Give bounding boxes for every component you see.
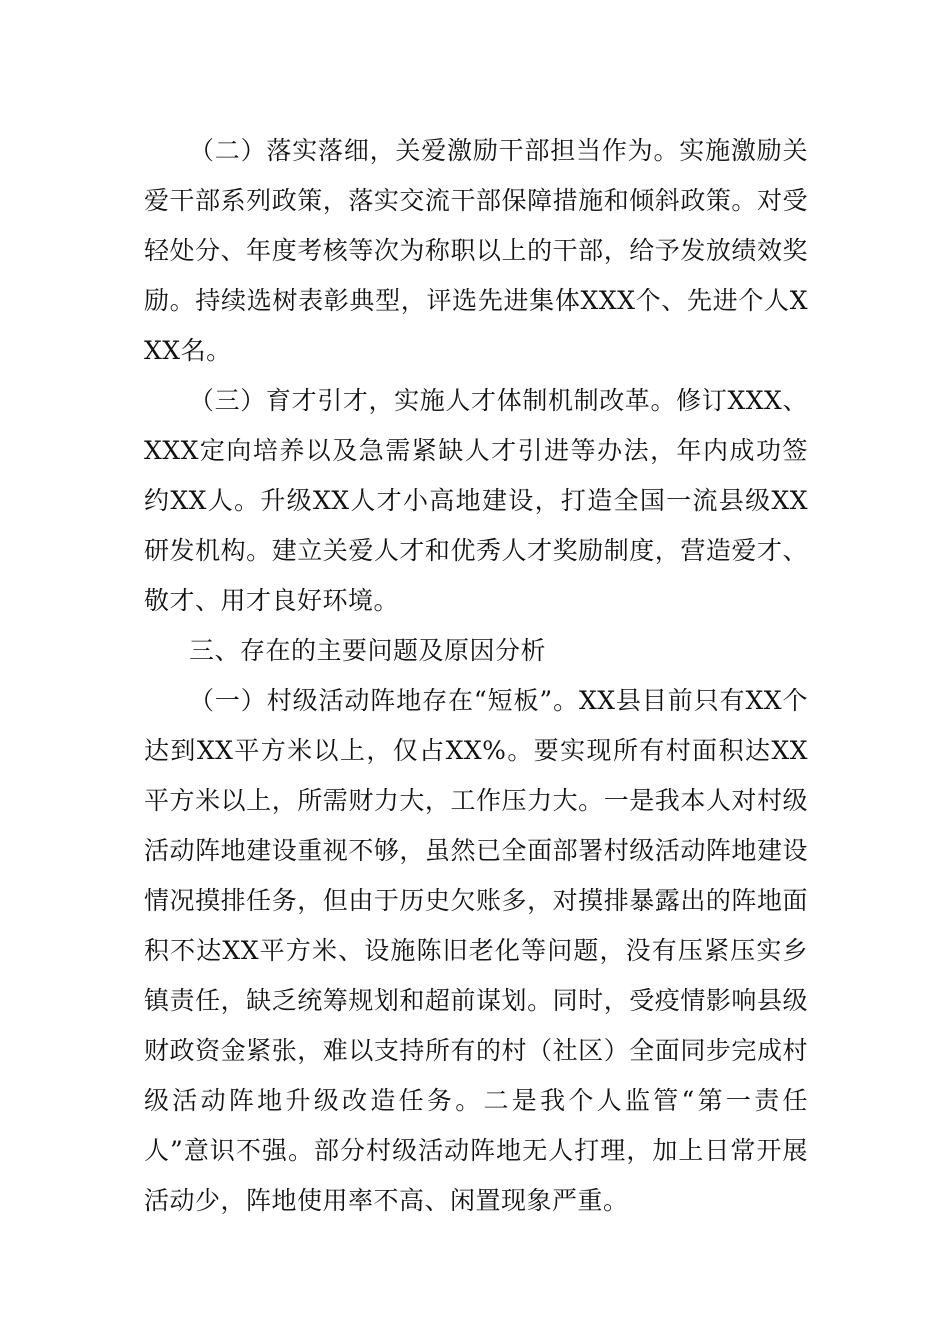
paragraph-village-activity-sites: （一）村级活动阵地存在“短板”。XX县目前只有XX个达到XX平方米以上，仅占XX%。要实现所有村面积达XX平方米以上，所需财力大，工作压力大。一是我本人对村级活动阵地建设重视不够，虽然已全面部署村级活动阵地建设情况摸排任务，但由于历史欠账多，对摸排暴露出的阵地面积不达XX平方米、设施陈旧老化等问题，没有压紧压实乡镇责任，缺乏统筹规划和超前谋划。同时，受疫情影响县级财政资金紧张，难以支持所有的村（社区）全面同步完成村级活动阵地升级改造任务。二是我个人监管“第一责任人”意识不强。部分村级活动阵地无人打理，加上日常开展活动少，阵地使用率不高、闲置现象严重。 bbox=[144, 686, 808, 1215]
paragraph-talent-reform: （三）育才引才，实施人才体制机制改革。修订XXX、XXX定向培养以及急需紧缺人才引进等办法，年内成功签约XX人。升级XX人才小高地建设，打造全国一流县级XX研发机构。建立关爱人才和优秀人才奖励制度，营造爱才、敬才、用才良好环境。 bbox=[144, 386, 808, 615]
section-heading-problems: 三、存在的主要问题及原因分析 bbox=[189, 636, 547, 665]
paragraph-cadre-incentives: （二）落实落细，关爱激励干部担当作为。实施激励关爱干部系列政策，落实交流干部保障措施和倾斜政策。对受轻处分、年度考核等次为称职以上的干部，给予发放绩效奖励。持续选树表彰典型，评选先进集体XXX个、先进个人XXX名。 bbox=[144, 136, 808, 365]
document-body bbox=[144, 126, 808, 1226]
